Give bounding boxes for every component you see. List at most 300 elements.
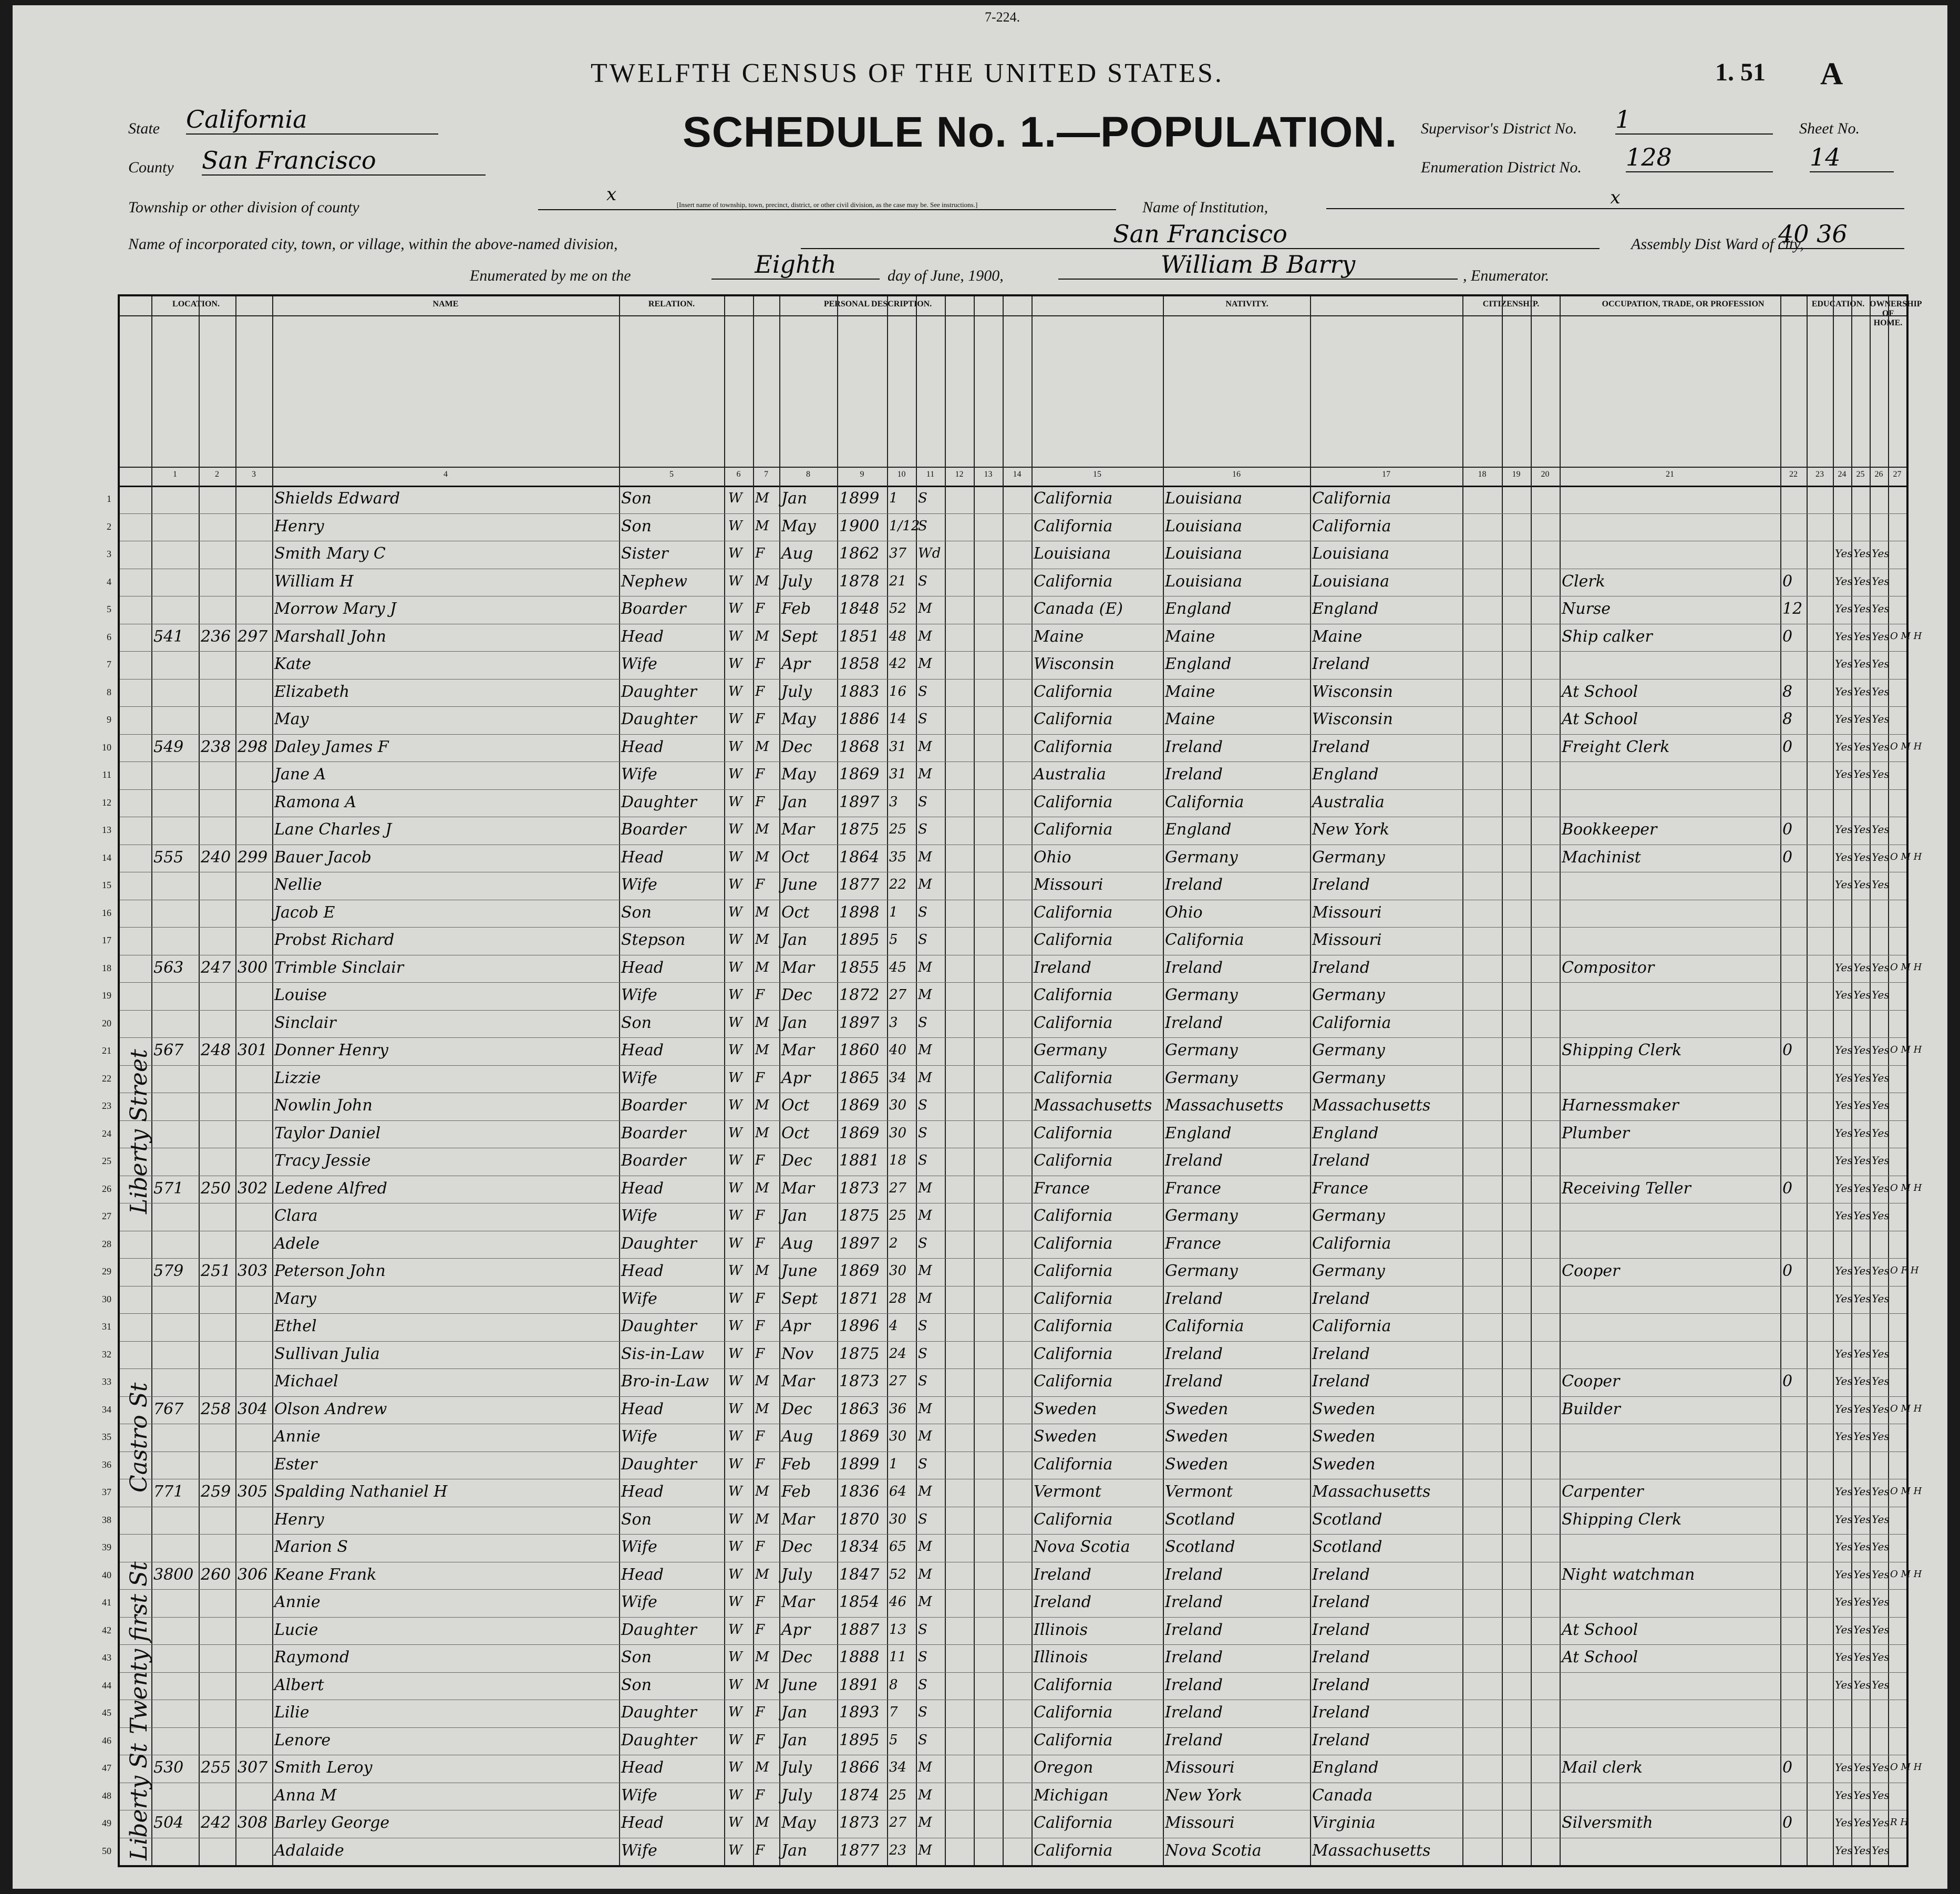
cell-mar: S <box>918 904 927 920</box>
cell-birth: California <box>1034 489 1113 508</box>
cell-read: Yes <box>1835 878 1853 891</box>
row-number: 39 <box>102 1542 111 1553</box>
cell-house: 549 <box>153 737 184 756</box>
cell-mar: M <box>918 1842 932 1858</box>
cell-own: O M H <box>1890 630 1922 642</box>
cell-age: 1/12 <box>889 518 920 534</box>
cell-read: Yes <box>1835 1596 1853 1609</box>
row-number: 6 <box>107 631 111 642</box>
cell-read: Yes <box>1835 1347 1853 1360</box>
cell-read: Yes <box>1835 1512 1853 1526</box>
cell-age: 37 <box>889 545 907 562</box>
cell-age: 1 <box>889 1456 898 1472</box>
cell-eng: Yes <box>1872 1568 1890 1581</box>
cell-mar: M <box>918 656 932 672</box>
cell-mother: Germany <box>1312 848 1385 867</box>
column-number: 25 <box>1856 470 1865 479</box>
cell-mother: Scotland <box>1312 1510 1383 1529</box>
cell-sex: F <box>755 794 765 810</box>
cell-house: 504 <box>153 1814 184 1833</box>
cell-month: June <box>781 1262 818 1281</box>
form-number: 7-224. <box>985 9 1020 25</box>
cell-color: W <box>728 1263 742 1279</box>
column-divider <box>724 296 725 1865</box>
cell-own: O M H <box>1890 851 1922 862</box>
cell-father: Ireland <box>1165 1593 1223 1612</box>
column-divider <box>1560 296 1561 1865</box>
cell-father: Missouri <box>1165 1758 1235 1777</box>
cell-mar: S <box>918 1097 927 1114</box>
cell-father: Ireland <box>1165 1151 1223 1170</box>
row-divider <box>120 706 1906 707</box>
cell-sex: F <box>755 1787 765 1803</box>
cell-color: W <box>728 1511 742 1527</box>
cell-father: Ireland <box>1165 1675 1223 1694</box>
cell-occ: Clerk <box>1562 572 1605 591</box>
cell-birth: California <box>1034 1013 1113 1032</box>
cell-occ: Harnessmaker <box>1562 1096 1679 1115</box>
cell-mother: California <box>1312 517 1391 536</box>
cell-sex: F <box>755 545 765 562</box>
cell-rel: Daughter <box>621 792 697 811</box>
cell-eng: Yes <box>1872 657 1890 671</box>
cell-year: 1847 <box>839 1565 880 1584</box>
cell-month: Oct <box>781 1096 810 1115</box>
cell-month: July <box>781 572 812 591</box>
cell-dwell: 251 <box>201 1262 231 1281</box>
cell-sex: F <box>755 1704 765 1721</box>
cell-read: Yes <box>1835 1540 1853 1553</box>
cell-house: 541 <box>153 627 184 646</box>
column-group-header: LOCATION. <box>172 300 220 308</box>
cell-read: Yes <box>1835 1126 1853 1139</box>
cell-color: W <box>728 959 742 975</box>
cell-eng: Yes <box>1872 1623 1890 1636</box>
cell-rel: Wife <box>621 1427 657 1446</box>
row-number: 1 <box>107 493 111 505</box>
cell-birth: California <box>1034 572 1113 591</box>
cell-year: 1868 <box>839 737 880 756</box>
cell-rel: Wife <box>621 765 657 784</box>
cell-age: 52 <box>889 601 907 617</box>
cell-age: 65 <box>889 1539 907 1555</box>
cell-color: W <box>728 601 742 617</box>
cell-mar: S <box>918 794 927 810</box>
cell-age: 30 <box>889 1125 907 1141</box>
row-number: 28 <box>102 1238 111 1249</box>
cell-month: Aug <box>781 1427 813 1446</box>
row-divider <box>120 1313 1906 1314</box>
cell-color: W <box>728 1842 742 1858</box>
row-number: 9 <box>107 714 111 725</box>
column-number: 10 <box>897 470 906 479</box>
cell-sex: M <box>755 959 769 975</box>
row-divider <box>120 1396 1906 1397</box>
column-number: 13 <box>984 470 993 479</box>
cell-month: Jan <box>781 792 808 811</box>
cell-write: Yes <box>1853 1292 1871 1305</box>
cell-sex: M <box>755 1373 769 1389</box>
cell-name: Olson Andrew <box>274 1399 387 1418</box>
row-number: 22 <box>102 1073 111 1084</box>
cell-school: 12 <box>1782 600 1803 619</box>
cell-write: Yes <box>1853 1623 1871 1636</box>
cell-mother: Ireland <box>1312 876 1370 894</box>
cell-rel: Head <box>621 848 664 867</box>
cell-birth: California <box>1034 820 1113 839</box>
cell-own: O M H <box>1890 1403 1922 1414</box>
cell-age: 34 <box>889 1069 907 1086</box>
cell-rel: Boarder <box>621 1124 686 1142</box>
row-divider <box>120 1120 1906 1121</box>
cell-fam: 308 <box>238 1814 268 1833</box>
column-number: 16 <box>1232 470 1241 479</box>
row-number: 32 <box>102 1349 111 1360</box>
row-number: 18 <box>102 962 111 973</box>
cell-mar: M <box>918 601 932 617</box>
cell-read: Yes <box>1835 713 1853 726</box>
cell-month: Mar <box>781 1372 814 1391</box>
cell-mother: Canada <box>1312 1786 1373 1805</box>
cell-mar: S <box>918 1511 927 1527</box>
cell-father: Ireland <box>1165 1372 1223 1391</box>
cell-age: 30 <box>889 1511 907 1527</box>
cell-dwell: 248 <box>201 1041 231 1060</box>
cell-dwell: 236 <box>201 627 231 646</box>
cell-read: Yes <box>1835 1788 1853 1802</box>
row-number: 8 <box>107 686 111 697</box>
cell-father: Nova Scotia <box>1165 1841 1262 1860</box>
cell-birth: Vermont <box>1034 1483 1101 1501</box>
cell-birth: California <box>1034 682 1113 701</box>
cell-year: 1873 <box>839 1179 880 1198</box>
cell-sex: M <box>755 738 769 755</box>
cell-occ: Freight Clerk <box>1562 737 1670 756</box>
column-number: 8 <box>806 470 810 479</box>
cell-color: W <box>728 1621 742 1638</box>
row-number: 16 <box>102 907 111 918</box>
enumerator-name: William B Barry <box>1058 250 1458 280</box>
cell-eng: Yes <box>1872 740 1890 753</box>
column-number: 12 <box>955 470 964 479</box>
cell-mar: M <box>918 849 932 865</box>
supervisor-label: Supervisor's District No. <box>1421 120 1577 137</box>
cell-month: Dec <box>781 1648 812 1667</box>
cell-eng: Yes <box>1872 1512 1890 1526</box>
cell-color: W <box>728 1235 742 1251</box>
cell-mother: Louisiana <box>1312 544 1389 563</box>
cell-father: England <box>1165 1124 1232 1142</box>
cell-age: 45 <box>889 959 907 975</box>
row-divider <box>120 1672 1906 1673</box>
cell-mother: Sweden <box>1312 1399 1376 1418</box>
cell-mar: S <box>918 1318 927 1334</box>
cell-mother: Ireland <box>1312 1703 1370 1722</box>
cell-read: Yes <box>1835 1430 1853 1443</box>
cell-month: Jan <box>781 1013 808 1032</box>
cell-rel: Daughter <box>621 1703 697 1722</box>
cell-father: Sweden <box>1165 1427 1229 1446</box>
cell-father: England <box>1165 820 1232 839</box>
cell-year: 1878 <box>839 572 880 591</box>
cell-occ: Nurse <box>1562 600 1611 619</box>
township-note: [Insert name of township, town, precinct, district, or other civil division, as the case may be. See instructions.] <box>538 201 1116 210</box>
cell-color: W <box>728 1815 742 1831</box>
cell-occ: Cooper <box>1562 1372 1620 1391</box>
cell-write: Yes <box>1853 1485 1871 1498</box>
row-divider <box>120 734 1906 735</box>
cell-mar: Wd <box>918 545 941 562</box>
cell-year: 1897 <box>839 792 880 811</box>
cell-read: Yes <box>1835 1099 1853 1112</box>
cell-month: Mar <box>781 1510 814 1529</box>
cell-birth: California <box>1034 737 1113 756</box>
cell-name: Lane Charles J <box>274 820 392 839</box>
column-number: 2 <box>215 470 219 479</box>
column-group-header: OWNERSHIP OF HOME. <box>1870 300 1922 327</box>
column-group-header: RELATION. <box>648 300 695 308</box>
cell-month: July <box>781 1565 812 1584</box>
cell-house: 567 <box>153 1041 184 1060</box>
cell-mar: S <box>918 683 927 699</box>
cell-month: Mar <box>781 1179 814 1198</box>
cell-mother: Ireland <box>1312 655 1370 674</box>
column-divider <box>1833 296 1834 1865</box>
cell-own: O M H <box>1890 961 1922 973</box>
cell-birth: Sweden <box>1034 1427 1097 1446</box>
cell-color: W <box>728 1042 742 1058</box>
row-divider <box>120 1037 1906 1038</box>
cell-year: 1881 <box>839 1151 880 1170</box>
cell-sex: F <box>755 656 765 672</box>
column-group-header: NAME <box>432 300 459 308</box>
cell-year: 1855 <box>839 958 880 977</box>
cell-mother: England <box>1312 600 1379 619</box>
cell-fam: 305 <box>238 1483 268 1501</box>
cell-name: Ramona A <box>274 792 357 811</box>
column-divider <box>753 296 754 1865</box>
cell-month: Dec <box>781 1399 812 1418</box>
cell-mother: Ireland <box>1312 1344 1370 1363</box>
cell-school: 0 <box>1782 1179 1793 1198</box>
cell-sex: M <box>755 1180 769 1196</box>
cell-rel: Head <box>621 627 664 646</box>
cell-father: Scotland <box>1165 1538 1235 1557</box>
cell-rel: Son <box>621 1648 652 1667</box>
cell-mother: Ireland <box>1312 1151 1370 1170</box>
cell-eng: Yes <box>1872 1402 1890 1415</box>
cell-year: 1875 <box>839 1207 880 1226</box>
cell-eng: Yes <box>1872 1071 1890 1084</box>
cell-sex: M <box>755 1014 769 1031</box>
cell-color: W <box>728 1484 742 1500</box>
cell-color: W <box>728 1539 742 1555</box>
ward-value: 40 36 <box>1778 220 1904 249</box>
cell-birth: California <box>1034 1372 1113 1391</box>
cell-father: France <box>1165 1234 1221 1253</box>
cell-age: 25 <box>889 821 907 838</box>
cell-write: Yes <box>1853 1071 1871 1084</box>
cell-birth: Illinois <box>1034 1648 1088 1667</box>
row-number: 13 <box>102 825 111 836</box>
cell-father: California <box>1165 1317 1244 1336</box>
cell-mother: Sweden <box>1312 1427 1376 1446</box>
cell-age: 2 <box>889 1235 898 1251</box>
cell-year: 1872 <box>839 986 880 1005</box>
cell-read: Yes <box>1835 989 1853 1002</box>
cell-color: W <box>728 738 742 755</box>
row-number: 23 <box>102 1100 111 1111</box>
cell-color: W <box>728 1676 742 1693</box>
row-divider <box>120 1010 1906 1011</box>
cell-father: Germany <box>1165 1262 1238 1281</box>
cell-name: Ester <box>274 1455 317 1474</box>
cell-birth: California <box>1034 1317 1113 1336</box>
cell-month: June <box>781 1675 818 1694</box>
row-number: 43 <box>102 1652 111 1663</box>
row-number: 33 <box>102 1376 111 1387</box>
cell-mother: Germany <box>1312 1262 1385 1281</box>
cell-read: Yes <box>1835 657 1853 671</box>
column-group-header: EDUCATION. <box>1811 300 1865 308</box>
enumeration-label: Enumeration District No. <box>1421 159 1582 176</box>
row-divider <box>120 761 1906 762</box>
cell-father: Germany <box>1165 986 1238 1005</box>
cell-year: 1888 <box>839 1648 880 1667</box>
row-number: 37 <box>102 1487 111 1498</box>
cell-sex: F <box>755 1539 765 1555</box>
cell-sex: M <box>755 518 769 534</box>
cell-mar: S <box>918 1704 927 1721</box>
cell-mar: S <box>918 1345 927 1362</box>
column-number: 21 <box>1666 470 1674 479</box>
cell-mar: M <box>918 1815 932 1831</box>
cell-name: William H <box>274 572 354 591</box>
row-divider <box>120 1727 1906 1728</box>
row-number: 48 <box>102 1790 111 1801</box>
cell-eng: Yes <box>1872 1678 1890 1691</box>
cell-month: Oct <box>781 1124 810 1142</box>
cell-mother: Ireland <box>1312 1289 1370 1308</box>
row-divider <box>120 1065 1906 1066</box>
cell-rel: Head <box>621 1814 664 1833</box>
cell-rel: Wife <box>621 1593 657 1612</box>
cell-age: 42 <box>889 656 907 672</box>
cell-age: 5 <box>889 932 898 948</box>
cell-color: W <box>728 1069 742 1086</box>
cell-age: 23 <box>889 1842 907 1858</box>
cell-age: 21 <box>889 573 907 589</box>
cell-mother: Massachusetts <box>1312 1841 1431 1860</box>
cell-year: 1873 <box>839 1814 880 1833</box>
cell-eng: Yes <box>1872 878 1890 891</box>
cell-age: 14 <box>889 711 907 727</box>
cell-read: Yes <box>1835 547 1853 560</box>
cell-mother: Ireland <box>1312 737 1370 756</box>
cell-fam: 297 <box>238 627 268 646</box>
row-number: 36 <box>102 1459 111 1470</box>
cell-color: W <box>728 1290 742 1306</box>
cell-write: Yes <box>1853 685 1871 698</box>
cell-year: 1896 <box>839 1317 880 1336</box>
cell-year: 1870 <box>839 1510 880 1529</box>
cell-year: 1887 <box>839 1620 880 1639</box>
cell-occ: Carpenter <box>1562 1483 1644 1501</box>
cell-mother: England <box>1312 1758 1379 1777</box>
state-value: California <box>186 105 438 135</box>
cell-mother: Massachusetts <box>1312 1483 1431 1501</box>
cell-write: Yes <box>1853 850 1871 863</box>
cell-sex: F <box>755 1069 765 1086</box>
column-number: 17 <box>1382 470 1390 479</box>
cell-eng: Yes <box>1872 850 1890 863</box>
cell-color: W <box>728 766 742 783</box>
cell-eng: Yes <box>1872 1651 1890 1664</box>
cell-month: Mar <box>781 958 814 977</box>
cell-eng: Yes <box>1872 574 1890 588</box>
cell-age: 22 <box>889 877 907 893</box>
cell-sex: F <box>755 711 765 727</box>
cell-dwell: 258 <box>201 1399 231 1418</box>
column-divider <box>974 296 975 1865</box>
row-divider <box>120 513 1906 514</box>
cell-age: 5 <box>889 1732 898 1748</box>
cell-age: 7 <box>889 1704 898 1721</box>
cell-read: Yes <box>1835 1816 1853 1829</box>
row-divider <box>120 1341 1906 1342</box>
cell-write: Yes <box>1853 1788 1871 1802</box>
cell-month: Nov <box>781 1344 814 1363</box>
cell-mother: Massachusetts <box>1312 1096 1431 1115</box>
row-divider <box>120 982 1906 983</box>
cell-rel: Daughter <box>621 1317 697 1336</box>
column-divider <box>619 296 620 1865</box>
cell-mother: Ireland <box>1312 1731 1370 1749</box>
cell-sex: F <box>755 1152 765 1169</box>
row-divider <box>120 679 1906 680</box>
cell-sex: M <box>755 904 769 920</box>
cell-write: Yes <box>1853 547 1871 560</box>
cell-read: Yes <box>1835 1071 1853 1084</box>
cell-sex: M <box>755 1097 769 1114</box>
cell-write: Yes <box>1853 1209 1871 1222</box>
cell-sex: M <box>755 932 769 948</box>
cell-year: 1858 <box>839 655 880 674</box>
township-value: x <box>606 184 617 205</box>
cell-read: Yes <box>1835 1651 1853 1664</box>
cell-age: 34 <box>889 1759 907 1776</box>
cell-mar: M <box>918 1042 932 1058</box>
cell-fam: 301 <box>238 1041 268 1060</box>
state-label: State <box>128 120 160 137</box>
row-number: 14 <box>102 852 111 863</box>
cell-name: Elizabeth <box>274 682 350 701</box>
cell-read: Yes <box>1835 1292 1853 1305</box>
cell-color: W <box>728 1649 742 1665</box>
cell-mar: M <box>918 877 932 893</box>
cell-school: 0 <box>1782 848 1793 867</box>
cell-rel: Bro-in-Law <box>621 1372 709 1391</box>
cell-mother: Scotland <box>1312 1538 1383 1557</box>
cell-month: Mar <box>781 820 814 839</box>
cell-school: 0 <box>1782 1041 1793 1060</box>
row-number: 11 <box>102 769 111 780</box>
cell-rel: Son <box>621 903 652 922</box>
cell-birth: California <box>1034 1289 1113 1308</box>
cell-write: Yes <box>1853 1761 1871 1774</box>
column-number: 18 <box>1478 470 1487 479</box>
cell-mother: Missouri <box>1312 903 1382 922</box>
